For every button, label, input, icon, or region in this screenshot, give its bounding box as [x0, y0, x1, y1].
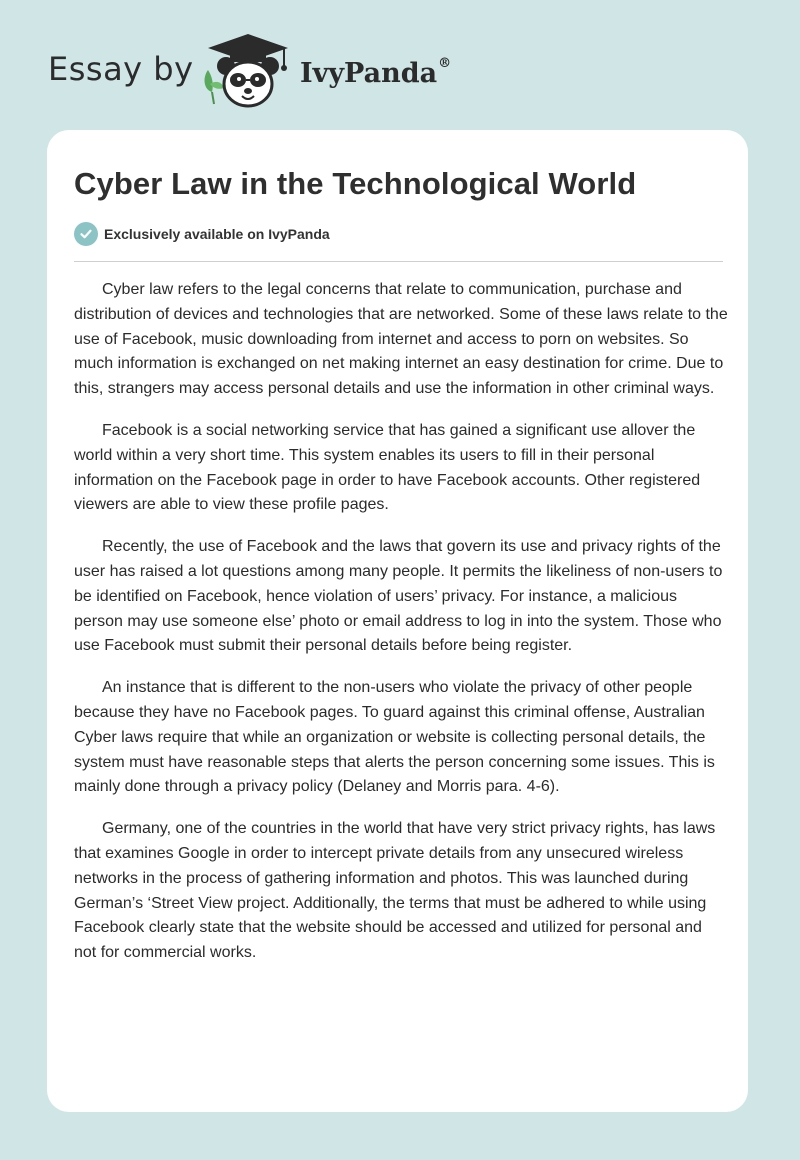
page-title: Cyber Law in the Technological World [74, 166, 637, 201]
paragraph: Facebook is a social networking service that has gained a significant use allover the world within a very short time. This system enables its users to fill in their personal information on the Facebook page in order to have Facebook accounts. Other registered viewers are able to view these profile pages. [74, 421, 701, 514]
site-header [48, 32, 648, 112]
paragraph: Germany, one of the countries in the world that have very strict privacy rights, has laws that examines Google in order to intercept private details from any unsecured wireless networks in the process of gathering information and photos. This was launched during German’s ‘Street View project. Additionally, the terms that must be adhered to while using Facebook clearly state that the website should be accessed and utilized for personal and not for commercial works. [74, 820, 716, 962]
exclusive-badge-label: Exclusively available on IvyPanda [104, 226, 330, 242]
exclusive-badge [74, 222, 330, 246]
panda-graduate-icon[interactable] [200, 32, 296, 110]
paragraph: Cyber law refers to the legal concerns that relate to communication, purchase and distribution of devices and technologies that are networked. Some of these laws relate to the use of Facebook, music downloading from internet and access to porn on websites. So much information is exchanged on net making internet an easy destination for crime. Due to this, strangers may access personal details and use the information in other criminal ways. [74, 281, 728, 398]
essay-card [47, 130, 748, 1112]
essay-body [74, 278, 728, 983]
paragraph: Recently, the use of Facebook and the laws that govern its use and privacy rights of the user has raised a lot questions among many people. It permits the likeliness of non-users to be identified on Facebook, hence violation of users’ privacy. For instance, a malicious person may use someone else’ photo or email address to log in into the system. Those who use Facebook must submit their personal details before being register. [74, 538, 723, 655]
check-circle-icon [74, 222, 98, 246]
paragraph: An instance that is different to the non-users who violate the privacy of other people because they have no Facebook pages. To guard against this criminal offense, Australian Cyber laws require that while an organization or website is collecting personal details, the system must have reasonable steps that alerts the person concerning some issues. This is mainly done through a privacy policy (Delaney and Morris para. 4-6). [74, 679, 715, 796]
essay-by-label: Essay by [48, 50, 194, 88]
divider [74, 261, 723, 262]
brand-name[interactable]: IvyPanda® [300, 56, 452, 89]
registered-mark: ® [438, 56, 452, 71]
